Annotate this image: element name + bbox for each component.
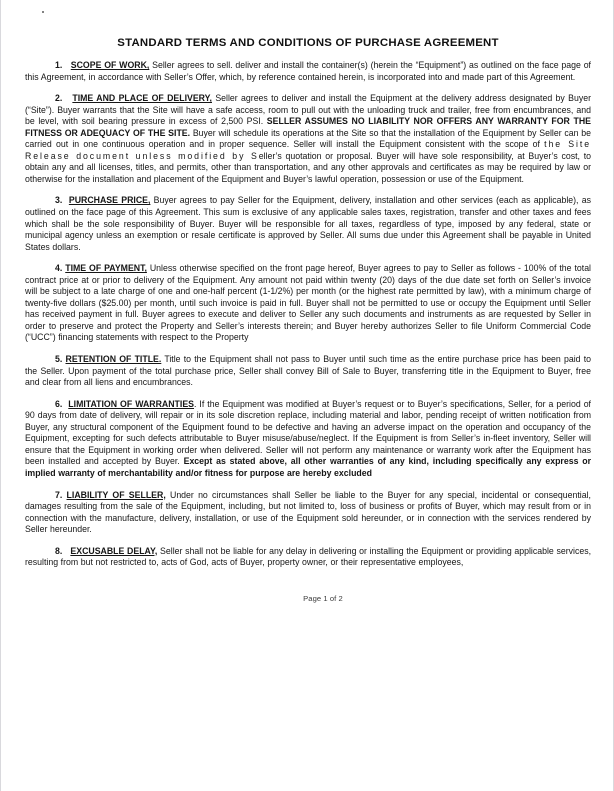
clause-1-scope-of-work [25, 50, 591, 83]
clause-6-heading: LIMITATION OF WARRANTIES [68, 398, 195, 409]
clause-4-number: 4. [55, 263, 63, 274]
clause-3-number: 3. [55, 195, 63, 206]
clause-2-heading: TIME AND PLACE OF DELIVERY, [72, 93, 212, 104]
clause-7-number: 7. [55, 489, 63, 500]
clause-5-number: 5. [55, 354, 63, 365]
clause-4-text: Unless otherwise specified on the front page hereof, Buyer agrees to pay to Seller as follows - 100% of the total contract price at or prior to delivery of the Equipment. Any amount not paid within twenty (20) days of the due date set forth on Seller’s invoice will be subject to a late charge of one and one-half percent (1-1/2%) per month (or the highest rate permitted by law), with a minimum charge of twenty-five dollars ($25.00) per month, until such invoice is paid in full. Buyer shall not be permitted to use or occupy the Equipment until Seller has received payment in full. Buyer agrees to execute and deliver to Seller any such documents and instruments as are requested by Seller in order to preserve and protect the Property and Seller’s interests therein; and Buyer hereby authorizes Seller to file Uniform Commercial Code (“UCC”) financing statements with respect to the Property [25, 263, 592, 343]
clause-8-heading: EXCUSABLE DELAY, [70, 545, 158, 556]
clause-2-site-release-emphasis: the Site Release document unless modified by S [25, 139, 592, 161]
clause-6-bold-exclusion: Except as stated above, all other warranties of any kind, including specifically any express or implied warranty of merchantability and/or fitness for purpose are hereby excluded [25, 456, 591, 478]
clause-6-text-part1: . If the Equipment was modified at Buyer’s request or to Buyer’s specifications, Seller, for a period of 90 days from date of delivery, will repair or in its sole discretion replace, including material and labor, pending receipt of written notification from Buyer, any structural component of the Equipment found to be defective and having an adverse impact on the operation and occupancy of the Equipment, excepting for such defects attributable to Buyer misuse/abuse/neglect. If the Equipment is from Seller’s in-fleet inventory, Seller will ensure that the Equipment in working order when delivered. Seller will not perform any maintenance or warranty work after the Equipment has been installed and accepted by Buyer. [25, 398, 591, 467]
clause-5-text: Title to the Equipment shall not pass to Buyer until such time as the entire purchase price has been paid to the Seller. Upon payment of the total purchase price, Seller shall convey Bill of Sale to Buyer, transferring title in the Equipment to Buyer, free and clear from all liens and encumbrances. [25, 354, 591, 388]
clause-2-bold-disclaimer: SELLER ASSUMES NO LIABILITY NOR OFFERS ANY WARRANTY FOR THE FITNESS OR ADEQUACY OF THE SITE. [25, 116, 591, 138]
clause-6-limitation-of-warranties [25, 389, 591, 480]
clause-8-text: Seller shall not be liable for any delay in delivering or installing the Equipment or providing applicable services, resulting from but not restricted to, acts of God, acts of Buyer, property owner, or their representative employees, [25, 545, 591, 568]
clause-2-number: 2. [55, 93, 63, 104]
clause-2-text-part3: eller’s quotation or proposal. Buyer will have sole responsibility, at Buyer’s cost, to obtain any and all licenses, titles, and permits, other than transportation, and any other approvals and certificates as may be required by law or otherwise for the installation and placement of the Equipment and Buyer’s lawful operation, possession or use of the Equipment. [25, 150, 591, 184]
clause-1-text: Seller agrees to sell. deliver and install the container(s) (herein the “Equipment”) as outlined on the face page of this Agreement, in accordance with Seller’s Offer, which, by reference contained herein, is incorporated into and made part of this Agreement. [25, 60, 591, 82]
page-number-label: Page 1 of 2 [303, 594, 343, 603]
clause-2-time-and-place-of-delivery [25, 83, 591, 185]
clause-7-heading: LIABILITY OF SELLER, [66, 489, 166, 500]
clause-2-text-part1: Seller agrees to deliver and install the Equipment at the delivery address designated by Buyer (“Site”). Buyer warrants that the Site will have a safe access, room to pull out with the unloading truck and trailer, free from encumbrances, and be level, with soil bearing pressure in excess of 2,500 PSI. [25, 93, 591, 127]
clause-6-number: 6. [55, 398, 63, 409]
page-footer [1, 588, 614, 606]
clause-2-text-part2: Buyer will schedule its operations at the Site so that the installation of the Equipment by Seller can be carried out in one continuous operation and in proper sequence. Seller will install the Equipment consistent with the scope of [25, 127, 591, 150]
clause-5-heading: RETENTION OF TITLE. [65, 354, 162, 365]
document-body [25, 0, 591, 569]
clause-1-heading: SCOPE OF WORK, [70, 60, 150, 70]
clause-3-purchase-price [25, 185, 591, 253]
clause-1-number: 1. [55, 60, 63, 70]
clause-4-time-of-payment [25, 253, 591, 344]
clause-5-retention-of-title [25, 344, 591, 389]
clause-3-text: Buyer agrees to pay Seller for the Equipment, delivery, installation and other services (each as applicable), as outlined on the face page of this Agreement. This sum is exclusive of any applicable sales taxes, registration, transfer and other taxes and fees which shall be the sole responsibility of Buyer. Buyer will be responsible for all taxes, regardless of type, imposed by any federal, state or municipal agency unless an exemption or resale certificate is approved by Seller. All sums due under this Agreement shall be payable in United States dollars. [25, 195, 592, 252]
clause-7-text: Under no circumstances shall Seller be liable to the Buyer for any special, incidental or consequential, damages resulting from the sale of the Equipment, including, but not limited to, loss of business or profits of Buyer, which may result from or in connection with the manufacture, delivery, installation, or use of the Equipment sold hereunder, or in connection with the services rendered by Seller hereunder. [25, 489, 591, 535]
clause-8-number: 8. [55, 545, 63, 556]
page-title: STANDARD TERMS AND CONDITIONS OF PURCHASE AGREEMENT [117, 37, 499, 49]
clause-3-heading: PURCHASE PRICE, [68, 195, 151, 206]
clause-8-excusable-delay [25, 536, 591, 569]
clause-4-heading: TIME OF PAYMENT, [65, 263, 147, 274]
clause-7-liability-of-seller [25, 480, 591, 536]
